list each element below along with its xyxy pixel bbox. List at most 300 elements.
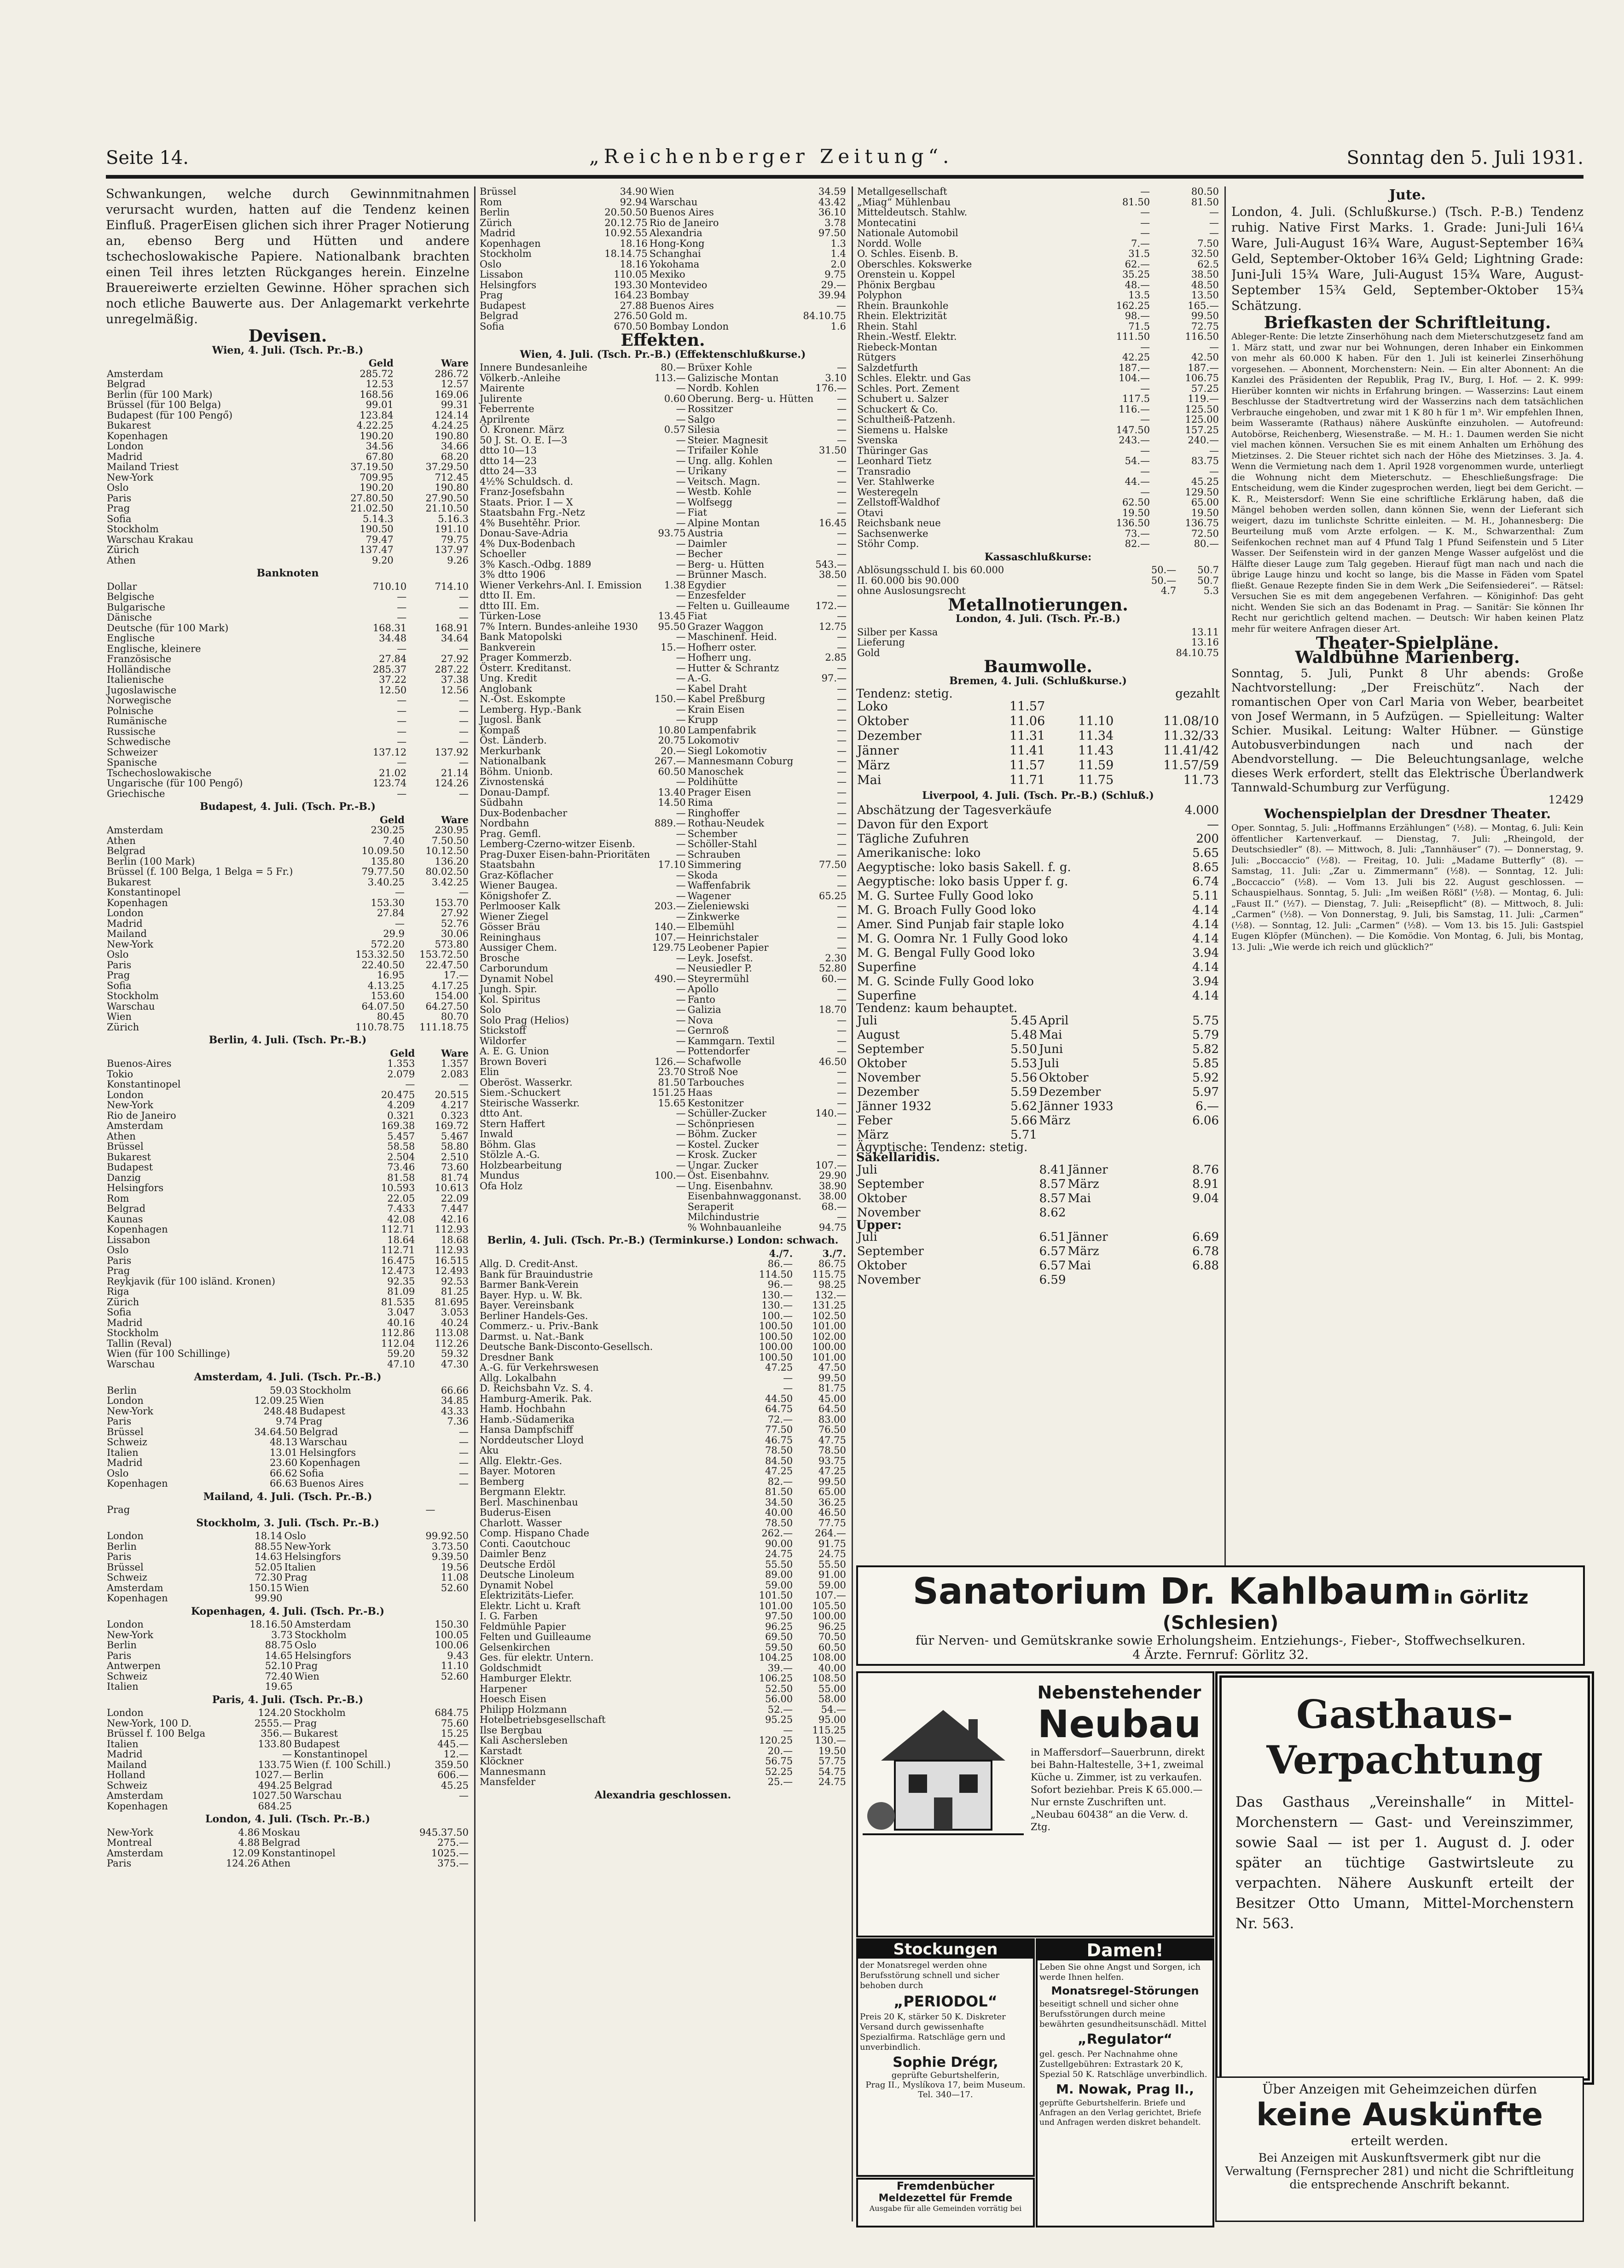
table-row bbox=[106, 1359, 470, 1370]
table-cell: Moskau bbox=[261, 1826, 300, 1838]
table-cell: 32.50 bbox=[1191, 248, 1219, 259]
table-row bbox=[106, 1458, 470, 1468]
table-cell: 99.01 bbox=[365, 399, 394, 410]
table-cell: Nationale Automobil bbox=[857, 227, 958, 238]
table-cell: Mailand bbox=[107, 928, 147, 939]
table-cell: Ö. Kronenr. März bbox=[480, 424, 564, 435]
table-cell: — bbox=[1140, 486, 1150, 498]
table-row bbox=[479, 1414, 847, 1425]
table-cell: Ung. Eisenbahnv. bbox=[687, 1180, 773, 1192]
table-cell: 50.7 bbox=[1197, 575, 1219, 586]
table-row bbox=[856, 186, 1220, 197]
table-cell: Stockholm bbox=[299, 1384, 351, 1396]
table-cell: Bankverein bbox=[480, 641, 536, 653]
table-cell: Brüssel (f. 100 Belga, 1 Belga = 5 Fr.) bbox=[107, 866, 293, 877]
table-row bbox=[479, 839, 847, 849]
table-cell: Wien (f. 100 Schill.) bbox=[294, 1759, 391, 1770]
table-cell: — bbox=[676, 517, 686, 529]
table-cell: 39.94 bbox=[818, 290, 846, 301]
table-row bbox=[479, 1622, 847, 1632]
table-row bbox=[106, 592, 470, 602]
table-cell: Belgrad bbox=[261, 1837, 301, 1848]
table-cell: Böhm. Zucker bbox=[687, 1128, 757, 1140]
table-row bbox=[479, 611, 847, 622]
wien-table bbox=[106, 358, 470, 565]
table-row bbox=[856, 803, 1220, 818]
table-cell: 112.04 bbox=[381, 1338, 415, 1349]
table-cell: Paris bbox=[107, 1650, 132, 1661]
table-cell: — bbox=[676, 383, 686, 394]
table-cell: Rhein.-Westf. Elektr. bbox=[857, 331, 957, 342]
table-cell: Sofia bbox=[299, 1467, 324, 1479]
table-cell: Stockholm bbox=[107, 1327, 159, 1338]
table-cell: Französische bbox=[107, 653, 172, 664]
table-cell: Allg. D. Credit-Anst. bbox=[480, 1258, 578, 1269]
table-cell: Paris bbox=[107, 1416, 132, 1427]
table-cell: Jungh. Spir. bbox=[480, 983, 537, 994]
table-cell: — bbox=[837, 1035, 847, 1047]
table-cell: 66.66 bbox=[441, 1384, 469, 1396]
table-cell: 107.— bbox=[654, 931, 686, 943]
table-cell: 126.— bbox=[654, 1056, 686, 1067]
table-row bbox=[106, 664, 470, 675]
table-cell: 2.504 bbox=[387, 1151, 415, 1163]
table-cell: Kopenhagen bbox=[107, 1224, 168, 1235]
table-cell: 68.20 bbox=[441, 451, 469, 462]
table-cell: — bbox=[459, 1478, 469, 1489]
table-cell: Mundus bbox=[480, 1170, 520, 1181]
briefkasten-text: Ableger-Rente: Die letzte Zinserhöhung nach dem Mieterschutzgesetz fand am 1. März statt, und zwar nur bei Wohnungen, deren Inhaber ein Einkommen von mehr als 60.000 K haben. Für den 1. Juli ist keinerlei Zinserhöhung vorgesehen. — Abonnent, Morchenstern: Nein. — Ein alter Abonnent: An die Kanzlei des Präsidenten der Republik, Prag IV., Burg, I. Hof. — 2. K. 999: Hierüber konnten wir nichts in Erfahrung bringen. — Wasserzins: Laut einem Beschlusse der Stadtvertretung wird der Wasserzins nach dem tatsächlichen Verbrauche eingehoben, und zwar mit 1 K 80 h für 1 m³. Wir empfehlen Ihnen, beim Wasseramte (Rathaus) nähere Auskünfte einzuholen. — Autofreund: Autobörse, Reichenberg, Wiesenstraße. — M. H.: 1. Daumen werden Sie nicht viel machen können. Versuchen Sie es mit einem Anhalten um Erhöhung des Mietzinses. 2. Die Steuer richtet sich nach der Höhe des Mietzinses. 3. Ja. 4. Wenn die Vermietung nach dem 1. April 1928 vorgenommen wurde, unterliegt die Wohnung nicht dem Mieterschutz. — Eheschließungsfrage: Die Entscheidung, wem die Kinder zugesprochen werden, liegt bei dem Gericht. — K. R., Meistersdorf: Wenn Sie eine schriftliche Erklärung haben, daß die Mängel behoben werden sollen, dann können Sie, wenn der Lieferant sich weigert, dazu im tunlichste Schritte einleiten. — M. H., Johannesberg: Die Beurteilung muß vom Arzte erfolgen. — K. M., Schwarzenthal: Zum Seifenkochen rechnet man auf 4 Pfund Talg 1 Pfund Seifenstein und 5 Liter Wasser. Der Seifenstein wird in der ganzen Menge Wasser aufgelöst und die Hälfte dieser Lauge zum Talg gegeben. Hierauf fügt man nach und nach die übrige Lauge hinzu und kocht so lange, bis die Masse in Fäden vom Spatel fließt. Genaue Rezepte finden Sie in dem Werk „Die Seifensiederei“. — Rätsel: Versuchen Sie es mit dem angegebenen Verfahren. — Königinhof: Das geht nicht. Wenden Sie sich an das Bodenamt in Prag. — Sanitär: Sie können Ihr Recht nur gerichtlich geltend machen. — Deutsch: Wir haben keinen Platz mehr für weitere Anfragen dieser Art. bbox=[1231, 331, 1583, 634]
table-cell: 19.50 bbox=[1122, 507, 1150, 518]
table-cell: Dezember bbox=[857, 728, 922, 743]
table-cell: Danzig bbox=[107, 1172, 141, 1183]
table-cell: Zürich bbox=[480, 217, 512, 228]
table-row bbox=[479, 860, 847, 870]
table-cell: 42.16 bbox=[441, 1213, 469, 1225]
table-cell: Antwerpen bbox=[107, 1660, 161, 1671]
table-row bbox=[856, 576, 1220, 586]
table-row bbox=[479, 818, 847, 829]
table-cell: Wien bbox=[284, 1582, 309, 1593]
table-cell: — bbox=[837, 631, 847, 642]
table-row bbox=[856, 861, 1220, 875]
table-cell: 5.75 bbox=[1192, 1013, 1219, 1028]
table-cell: Mai bbox=[1038, 1028, 1062, 1042]
table-cell: 4.24.25 bbox=[431, 420, 469, 431]
table-cell: Haas bbox=[687, 1087, 713, 1098]
table-row bbox=[479, 1425, 847, 1435]
table-cell: Wiener Verkehrs-Anl. I. Emission bbox=[480, 579, 642, 591]
table-cell: 356.— bbox=[261, 1728, 292, 1739]
table-cell: Wolfsegg bbox=[687, 496, 733, 508]
table-cell: 107.— bbox=[815, 1590, 846, 1601]
table-row bbox=[106, 612, 470, 623]
table-cell: Montevideo bbox=[649, 279, 708, 291]
table-cell: 5.59 bbox=[1010, 1085, 1037, 1099]
table-row bbox=[106, 1307, 470, 1318]
berlin-effekten-table bbox=[479, 1249, 847, 1787]
table-cell: — bbox=[676, 704, 686, 715]
table-cell: 59.20 bbox=[387, 1348, 415, 1359]
table-cell: — bbox=[837, 818, 847, 829]
table-cell: 4.14 bbox=[1192, 903, 1219, 917]
table-row bbox=[479, 1528, 847, 1539]
table-cell: 11.75 bbox=[1078, 773, 1114, 787]
table-cell: 150.15 bbox=[248, 1582, 283, 1593]
table-cell: Italien bbox=[284, 1561, 316, 1573]
table-cell: Brünner Masch. bbox=[687, 569, 767, 580]
table-cell: 18.16 bbox=[620, 238, 648, 249]
table-cell: Jänner bbox=[1067, 1163, 1108, 1177]
table-row bbox=[479, 1352, 847, 1363]
table-row bbox=[856, 207, 1220, 218]
table-cell: 17.— bbox=[443, 970, 469, 981]
table-cell: — bbox=[1209, 227, 1219, 238]
table-row bbox=[479, 1642, 847, 1653]
table-cell: 39.— bbox=[767, 1662, 793, 1674]
table-row bbox=[856, 889, 1220, 903]
table-cell: 7.447 bbox=[441, 1203, 469, 1214]
table-cell: D. Reichsbahn Vz. S. 4. bbox=[480, 1383, 593, 1394]
futures-table bbox=[856, 1014, 1220, 1142]
table-cell: Innere Bundesanleihe bbox=[480, 362, 587, 373]
table-cell: 5.48 bbox=[1010, 1028, 1037, 1042]
table-cell: 104.— bbox=[1119, 372, 1150, 384]
table-row bbox=[479, 1077, 847, 1088]
table-cell: — bbox=[837, 579, 847, 591]
table-cell bbox=[651, 1202, 686, 1212]
table-cell: 375.— bbox=[437, 1858, 469, 1869]
table-cell: 172.— bbox=[815, 600, 847, 611]
table-row bbox=[106, 685, 470, 696]
table-row bbox=[479, 487, 847, 497]
table-cell: 4.13.25 bbox=[367, 980, 405, 991]
table-cell: 38.50 bbox=[818, 569, 847, 580]
table-cell: Brüxer Kohle bbox=[687, 362, 753, 373]
table-row bbox=[479, 922, 847, 932]
table-row bbox=[479, 1067, 847, 1077]
table-cell: — bbox=[837, 735, 847, 746]
table-cell: Juni bbox=[1038, 1042, 1063, 1056]
table-row bbox=[106, 1385, 470, 1396]
table-cell: Karstadt bbox=[480, 1745, 522, 1756]
table-cell: Schles. Elektr. und Gas bbox=[857, 372, 971, 384]
table-cell: Oslo bbox=[107, 1244, 129, 1256]
table-row bbox=[479, 1445, 847, 1456]
table-cell: 230.95 bbox=[435, 825, 469, 836]
table-cell: 110.05 bbox=[614, 269, 648, 280]
table-cell: 101.00 bbox=[759, 1600, 793, 1611]
table-row bbox=[479, 539, 847, 549]
table-row bbox=[856, 518, 1220, 529]
table-row bbox=[106, 1791, 470, 1801]
table-cell: 7.433 bbox=[387, 1203, 415, 1214]
table-row bbox=[856, 331, 1220, 342]
table-cell: 110.78.75 bbox=[355, 1021, 405, 1033]
table-row bbox=[856, 818, 1220, 832]
table-cell: 2.083 bbox=[441, 1068, 469, 1080]
table-cell: — bbox=[837, 880, 847, 891]
table-cell: — bbox=[397, 591, 407, 602]
table-row bbox=[856, 1071, 1220, 1085]
table-row bbox=[106, 1671, 470, 1682]
table-cell: 0.57 bbox=[664, 424, 686, 435]
table-cell: Prager Kommerzb. bbox=[480, 652, 572, 663]
table-cell: Dynamit Nobel bbox=[480, 973, 554, 984]
table-cell: Riebeck-Montan bbox=[857, 341, 938, 353]
table-cell: Anglobank bbox=[480, 683, 532, 694]
table-cell: Kammgarn. Textil bbox=[687, 1035, 775, 1047]
table-cell: 65.00 bbox=[1191, 497, 1219, 508]
table-cell: Belgrad bbox=[107, 378, 146, 390]
table-cell: 6.78 bbox=[1192, 1244, 1219, 1258]
table-row bbox=[479, 528, 847, 539]
table-cell: Bombay London bbox=[649, 320, 729, 332]
table-row bbox=[106, 1708, 470, 1718]
table-row bbox=[856, 352, 1220, 363]
table-cell: 81.74 bbox=[441, 1172, 469, 1183]
table-cell: Brüssel bbox=[107, 1561, 144, 1573]
table-cell: Jänner bbox=[857, 743, 899, 758]
table-row bbox=[856, 714, 1220, 729]
table-cell: 30.06 bbox=[441, 928, 469, 939]
table-cell: — bbox=[837, 1076, 847, 1088]
table-cell: 18.14.75 bbox=[604, 248, 648, 259]
table-cell: 5.50 bbox=[1010, 1042, 1037, 1056]
table-cell: März bbox=[857, 758, 890, 773]
table-cell: 264.— bbox=[815, 1528, 846, 1539]
table-cell: 72.— bbox=[767, 1413, 793, 1425]
table-row bbox=[479, 1373, 847, 1384]
table-cell: Prag bbox=[284, 1572, 307, 1583]
table-row bbox=[856, 1273, 1220, 1287]
table-cell: 11.57 bbox=[1009, 699, 1045, 714]
table-cell: 24.75 bbox=[765, 1548, 793, 1559]
table-header-row bbox=[106, 815, 470, 826]
bremen-table bbox=[856, 699, 1220, 788]
table-cell: 1025.— bbox=[431, 1847, 469, 1859]
table-cell: Aussiger Chem. bbox=[480, 942, 557, 953]
table-row bbox=[856, 301, 1220, 311]
fremdenbuecher-ad bbox=[856, 2178, 1035, 2227]
table-cell: — bbox=[837, 465, 847, 477]
table-row bbox=[479, 694, 847, 704]
table-cell: Wagener bbox=[687, 890, 731, 901]
table-cell: 82.— bbox=[767, 1476, 793, 1487]
table-cell: 19.56 bbox=[441, 1561, 469, 1573]
table-cell: 11.06 bbox=[1009, 714, 1045, 728]
table-cell: 4.14 bbox=[1192, 932, 1219, 946]
table-cell: 77.50 bbox=[765, 1424, 793, 1435]
table-cell: 114.50 bbox=[759, 1268, 793, 1280]
neubau-title-small: Nebenstehender bbox=[1037, 1682, 1201, 1703]
wien-effekten-table bbox=[479, 362, 847, 1233]
alexandria-note: Alexandria geschlossen. bbox=[594, 1789, 731, 1801]
table-cell: 190.80 bbox=[435, 430, 469, 442]
table-row bbox=[856, 1085, 1220, 1099]
table-cell: dtto 10—13 bbox=[480, 445, 537, 456]
table-cell: 11.43 bbox=[1078, 743, 1114, 758]
table-cell: 104.25 bbox=[759, 1652, 793, 1663]
table-row bbox=[106, 1718, 470, 1729]
table-cell: Krupp bbox=[687, 714, 718, 725]
table-row bbox=[856, 975, 1220, 989]
table-cell: Zürich bbox=[107, 1021, 139, 1033]
table-cell: 6.88 bbox=[1192, 1259, 1219, 1273]
gasthaus-title2: Verpachtung bbox=[1266, 1737, 1543, 1783]
table-row bbox=[106, 602, 470, 613]
table-cell: Helsingfors bbox=[294, 1650, 352, 1661]
table-cell: — bbox=[459, 887, 469, 898]
table-row bbox=[479, 622, 847, 632]
table-cell: Paris bbox=[107, 1255, 132, 1266]
table-cell: 5.82 bbox=[1192, 1042, 1219, 1056]
table-cell: 168.56 bbox=[360, 389, 394, 400]
table-row bbox=[106, 949, 470, 960]
table-row bbox=[479, 1570, 847, 1580]
table-cell: Poldihütte bbox=[687, 776, 738, 787]
table-row bbox=[479, 870, 847, 881]
london-caption: London, 4. Juli. (Tsch. Pr.-B.) bbox=[205, 1813, 370, 1825]
table-row bbox=[106, 1152, 470, 1163]
table-row bbox=[856, 1192, 1220, 1206]
table-cell: 47.25 bbox=[765, 1465, 793, 1477]
table-row bbox=[106, 1437, 470, 1448]
table-cell: 81.50 bbox=[658, 1076, 686, 1088]
table-cell: Bank Matopolski bbox=[480, 631, 563, 642]
table-cell: Rima bbox=[687, 797, 713, 808]
table-cell bbox=[389, 1593, 470, 1604]
table-cell: Reichsbank neue bbox=[857, 518, 941, 529]
table-cell: 62.50 bbox=[1122, 497, 1150, 508]
table-cell: Englische, kleinere bbox=[107, 643, 201, 654]
table-row bbox=[479, 1767, 847, 1777]
table-row bbox=[106, 1739, 470, 1750]
table-row bbox=[479, 1098, 847, 1109]
table-cell: dtto Ant. bbox=[480, 1108, 523, 1119]
table-cell: 119.— bbox=[1188, 393, 1219, 404]
table-cell: 7.40 bbox=[383, 835, 405, 846]
table-cell: Lampenfabrik bbox=[687, 724, 756, 736]
table-cell: 95.00 bbox=[818, 1714, 846, 1725]
table-row bbox=[106, 1338, 470, 1349]
table-cell: — bbox=[837, 1149, 847, 1160]
table-cell: Oslo bbox=[107, 1467, 129, 1479]
table-row bbox=[479, 652, 847, 663]
table-cell: Bayer. Hyp. u. W. Bk. bbox=[480, 1289, 583, 1301]
table-row bbox=[856, 586, 1220, 596]
table-row bbox=[856, 729, 1220, 744]
table-cell: 11.08 bbox=[441, 1572, 469, 1583]
table-cell: Stroß Noe bbox=[687, 1066, 738, 1077]
table-cell: Rumänische bbox=[107, 715, 167, 727]
table-cell: Schwedische bbox=[107, 736, 171, 747]
table-cell: 203.— bbox=[654, 901, 686, 912]
table-cell: 27.84 bbox=[377, 907, 405, 919]
table-cell: 68.— bbox=[821, 1201, 847, 1212]
table-cell: 55.50 bbox=[765, 1559, 793, 1570]
table-row bbox=[856, 627, 1220, 638]
table-cell: 36.10 bbox=[818, 207, 846, 218]
table-cell: — bbox=[397, 788, 407, 799]
table-cell: 129.50 bbox=[1185, 486, 1219, 498]
table-cell: 123.84 bbox=[360, 409, 394, 421]
table-cell: — bbox=[676, 507, 686, 518]
table-cell: 1.353 bbox=[387, 1058, 415, 1069]
table-cell: 27.90.50 bbox=[425, 492, 469, 504]
table-cell: — bbox=[676, 1159, 686, 1171]
newspaper-page bbox=[106, 143, 1583, 2224]
table-cell: 12.53 bbox=[365, 378, 394, 390]
table-cell: 3% Kasch.-Odbg. 1889 bbox=[480, 558, 592, 570]
table-cell: Athen bbox=[107, 1130, 136, 1142]
table-cell: Reykjavik (für 100 isländ. Kronen) bbox=[107, 1275, 275, 1287]
table-cell: dtto 24—33 bbox=[480, 465, 537, 477]
table-cell: 37.22 bbox=[379, 674, 407, 685]
table-cell: 12.50 bbox=[379, 684, 407, 696]
table-cell: — bbox=[676, 683, 686, 694]
table-cell: Sofia bbox=[107, 980, 132, 991]
table-cell: 58.58 bbox=[387, 1141, 415, 1152]
table-row bbox=[106, 1640, 470, 1651]
table-row bbox=[479, 269, 847, 280]
table-cell: 243.— bbox=[1119, 435, 1150, 446]
table-row bbox=[856, 384, 1220, 394]
table-cell: Schember bbox=[687, 828, 737, 839]
table-cell: 92.35 bbox=[387, 1275, 415, 1287]
table-cell: London bbox=[107, 1089, 144, 1100]
table-cell: M. G. Scinde Fully Good loko bbox=[857, 975, 1034, 989]
table-cell: 5.457 bbox=[387, 1130, 415, 1142]
table-row bbox=[479, 1202, 847, 1212]
devisen-column bbox=[106, 186, 470, 2221]
table-row bbox=[479, 735, 847, 746]
table-cell: 7.50.50 bbox=[431, 835, 469, 846]
table-cell: 21.10.50 bbox=[425, 503, 469, 514]
table-cell: Hansa Dampfschiff bbox=[480, 1424, 573, 1435]
table-cell: Bemberg bbox=[480, 1476, 525, 1487]
table-row bbox=[106, 1572, 470, 1583]
table-cell: Nordd. Wolle bbox=[857, 238, 922, 249]
table-row bbox=[479, 362, 847, 373]
table-cell: Apollo bbox=[687, 983, 719, 994]
wien-caption: Wien, 4. Juli. (Tsch. Pr.-B.) bbox=[212, 344, 364, 356]
table-cell: A. E. G. Union bbox=[480, 1046, 549, 1057]
table-cell: New-York bbox=[107, 1099, 154, 1111]
table-cell: Silesia bbox=[687, 424, 720, 435]
table-cell: — bbox=[676, 1035, 686, 1047]
table-cell: Brosche bbox=[480, 952, 520, 964]
table-cell: November bbox=[857, 1205, 921, 1220]
table-cell: — bbox=[837, 1139, 847, 1150]
table-cell: Schafwolle bbox=[687, 1056, 742, 1067]
table-row bbox=[106, 1162, 470, 1173]
table-cell: 48.13 bbox=[269, 1436, 298, 1448]
table-row bbox=[856, 290, 1220, 301]
table-cell: September bbox=[857, 1244, 924, 1258]
table-row bbox=[106, 1780, 470, 1791]
table-cell: 5.56 bbox=[1010, 1070, 1037, 1085]
table-cell: 112.71 bbox=[381, 1244, 415, 1256]
table-cell: Barmer Bank-Verein bbox=[480, 1279, 579, 1290]
table-row bbox=[479, 1129, 847, 1140]
table-cell: Völkerb.-Anleihe bbox=[480, 372, 561, 384]
table-cell: 15.25 bbox=[441, 1728, 469, 1739]
table-cell: Berlin bbox=[107, 1640, 137, 1651]
table-row bbox=[479, 1025, 847, 1036]
table-cell: Oslo bbox=[284, 1530, 306, 1541]
stockungen-ad bbox=[856, 1938, 1035, 2177]
